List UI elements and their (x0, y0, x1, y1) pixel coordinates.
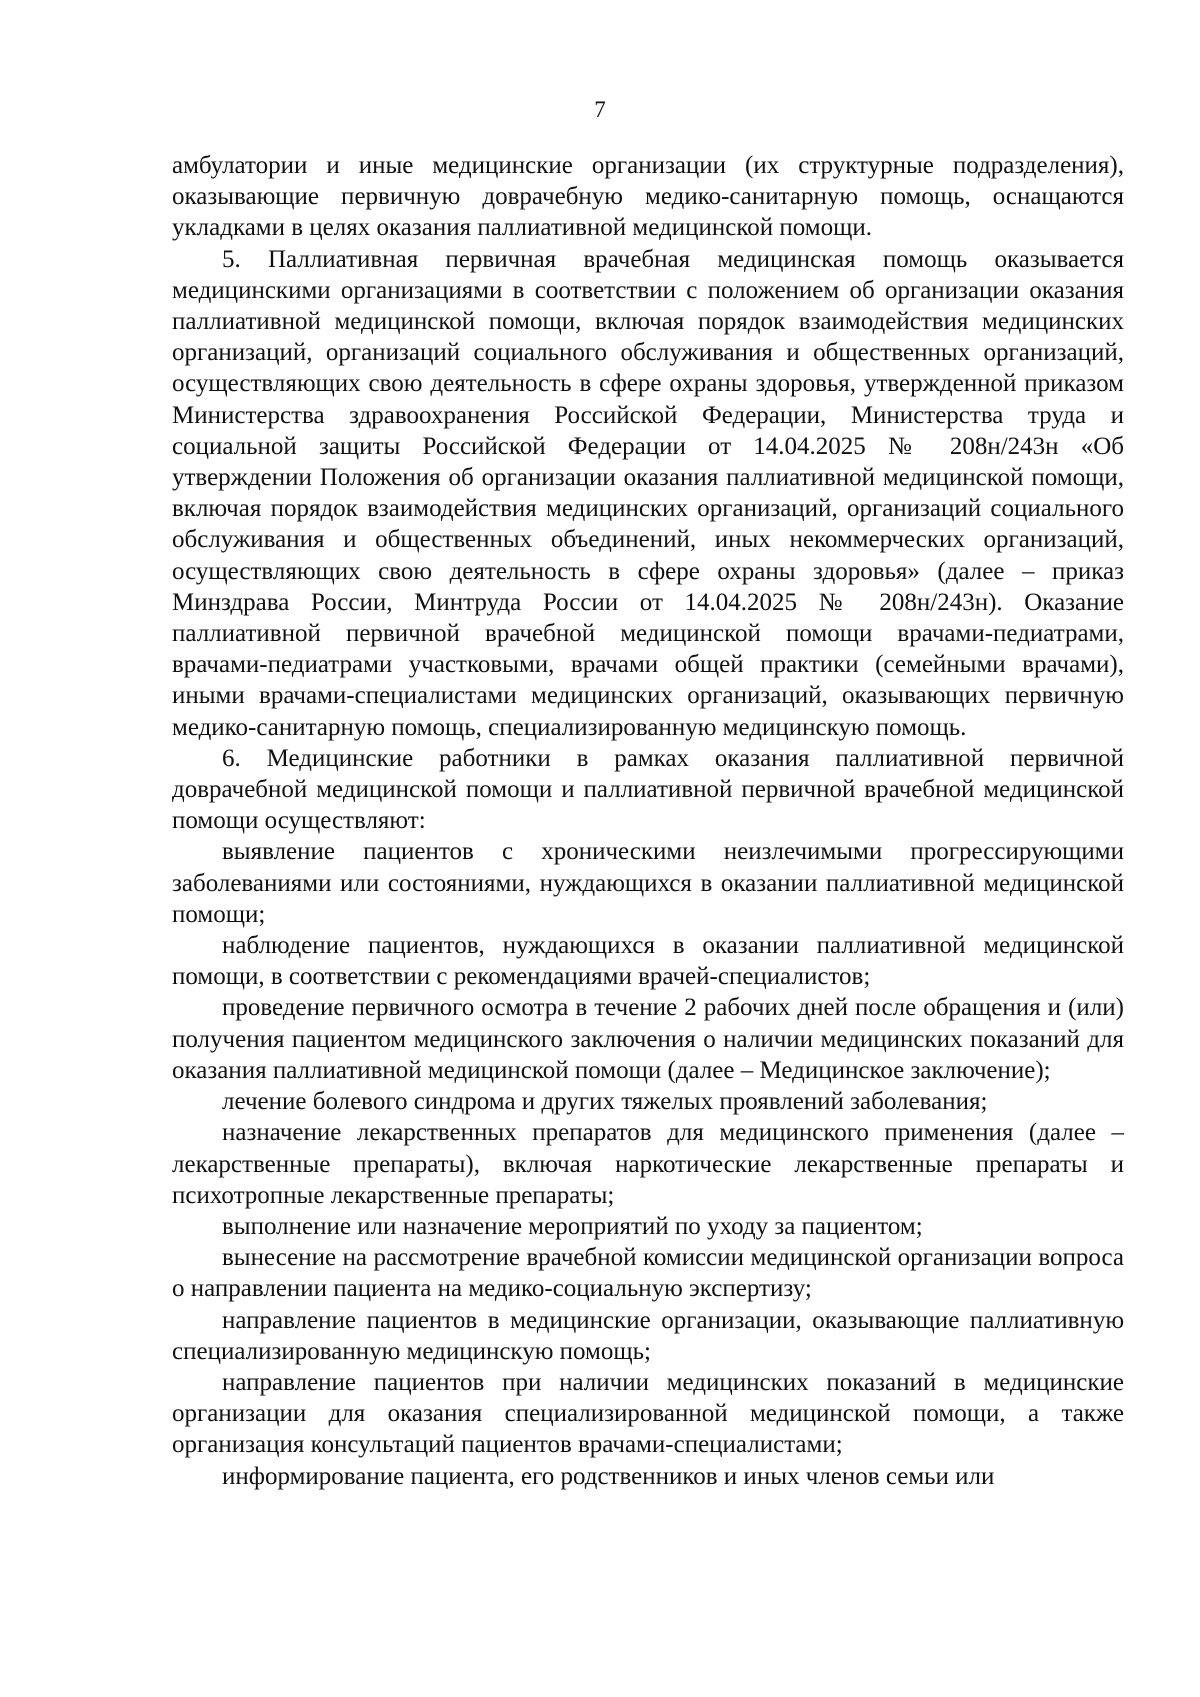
page-number: 7 (594, 97, 606, 122)
duty-prescribing-drugs: назначение лекарственных препаратов для медицинского применения (далее – лекарственные препараты), включая наркотические лекарственные препараты и психотропные лекарственные препараты; (172, 1119, 1124, 1209)
duty-referral-specialized: направление пациентов при наличии медицинских показаний в медицинские организации для оказания специализированной медицинской помощи, а также организация консультаций пациентов врачами-специалистами; (172, 1368, 1124, 1459)
duty-care-measures: выполнение или назначение мероприятий по уходу за пациентом; (222, 1212, 923, 1240)
paragraph-item-5: 5. Паллиативная первичная врачебная медицинская помощь оказывается медицинскими организациями в соответствии с положением об организации оказания паллиативной медицинской помощи, включая порядок взаимодействия медицинских организаций, организаций социального обслуживания и общественных организаций, осуществляющих свою деятельность в сфере охраны здоровья, утвержденной приказом Министерства здравоохранения Российской Федерации, Министерства труда и социальной защиты Российской Федерации от 14.04.2025 № 208н/243н «Об утверждении Положения об организации оказания паллиативной медицинской помощи, включая порядок взаимодействия медицинских организаций, организаций социального обслуживания и общественных объединений, иных некоммерческих организаций, осуществляющих свою деятельность в сфере охраны здоровья» (далее – приказ Минздрава России, Минтруда России от 14.04.2025 № 208н/243н). Оказание паллиативной первичной врачебной медицинской помощи врачами-педиатрами, врачами-педиатрами участковыми, врачами общей практики (семейными врачами), иными врачами-специалистами медицинских организаций, оказывающих первичную медико-санитарную помощь, специализированную медицинскую помощь. (172, 245, 1124, 741)
paragraph-continuation: амбулатории и иные медицинские организации (их структурные подразделения), оказывающие первичную доврачебную медико-санитарную помощь, оснащаются укладками в целях оказания паллиативной медицинской помощи. (172, 152, 1124, 242)
duty-identification: выявление пациентов с хроническими неизлечимыми прогрессирующими заболеваниями или состояниями, нуждающихся в оказании паллиативной медицинской помощи; (172, 838, 1124, 928)
duty-informing: информирование пациента, его родственников и иных членов семьи или (222, 1462, 995, 1490)
duty-pain-treatment: лечение болевого синдрома и других тяжелых проявлений заболевания; (222, 1088, 988, 1116)
duty-referral-palliative: направление пациентов в медицинские организации, оказывающие паллиативную специализированную медицинскую помощь; (172, 1306, 1124, 1365)
duty-medical-commission: вынесение на рассмотрение врачебной комиссии медицинской организации вопроса о направлении пациента на медико-социальную экспертизу; (172, 1244, 1124, 1303)
paragraph-item-6: 6. Медицинские работники в рамках оказания паллиативной первичной доврачебной медицинской помощи и паллиативной первичной врачебной медицинской помощи осуществляют: (172, 744, 1124, 835)
duty-initial-examination: проведение первичного осмотра в течение 2 рабочих дней после обращения и (или) получения пациентом медицинского заключения о наличии медицинских показаний для оказания паллиативной медицинской помощи (далее – Медицинское заключение); (172, 994, 1124, 1084)
duty-observation: наблюдение пациентов, нуждающихся в оказании паллиативной медицинской помощи, в соответствии с рекомендациями врачей-специалистов; (172, 932, 1124, 991)
document-body (172, 150, 1124, 1492)
